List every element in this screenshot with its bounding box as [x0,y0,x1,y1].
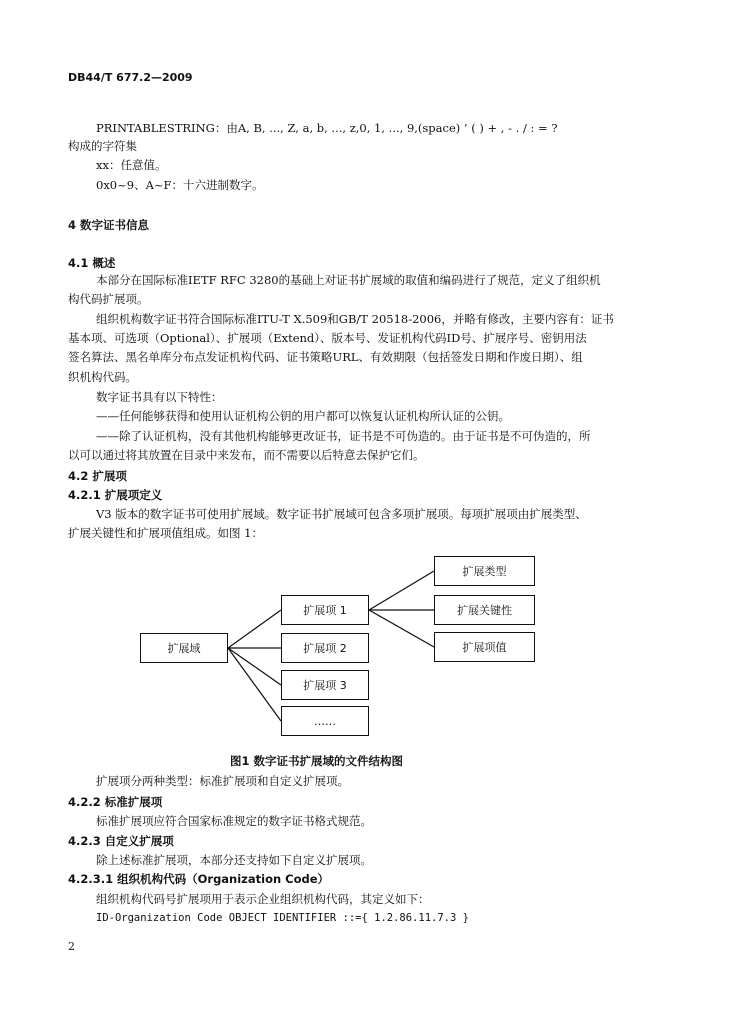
page-number: 2 [68,940,75,953]
paragraph-line: 标准扩展项应符合国家标准规定的数字证书格式规范。 [96,814,372,828]
diagram-node-attr: 扩展关键性 [434,595,535,625]
paragraph-line: 数字证书具有以下特性： [96,390,223,404]
section-4-2-heading: 4.2 扩展项 [68,469,127,483]
bullet-item: ——任何能够获得和使用认证机构公钥的用户都可以恢复认证机构所认证的公钥。 [96,409,510,423]
paragraph-line: 组织机构代码号扩展项用于表示企业组织机构代码，其定义如下： [96,892,430,906]
document-number: DB44/T 677.2—2009 [68,71,193,84]
section-4-2-3-1-heading: 4.2.3.1 组织机构代码（Organization Code） [68,872,330,886]
printable-string-definition: PRINTABLESTRING：由A, B, ..., Z, a, b, ..., z,0, 1, ..., 9,(space) ’ ( ) + , - . / : = ? [96,121,558,135]
paragraph-line: 签名算法、黑名单库分布点发证机构代码、证书策略URL、有效期限（包括签发日期和作废日期）、组 [68,350,583,364]
hex-definition: 0x0~9、A~F：十六进制数字。 [96,178,264,192]
bullet-item: ——除了认证机构，没有其他机构能够更改证书，证书是不可伪造的。由于证书是不可伪造的，所 [96,429,591,443]
diagram-node-item: …… [281,706,369,736]
paragraph-line: 除上述标准扩展项，本部分还支持如下自定义扩展项。 [96,853,372,867]
paragraph-line: 织机构代码。 [68,370,137,384]
paragraph-line: 组织机构数字证书符合国际标准ITU-T X.509和GB/T 20518-2006，并略有修改，主要内容有：证书 [96,312,614,326]
section-4-2-3-heading: 4.2.3 自定义扩展项 [68,834,174,848]
paragraph-line: 构代码扩展项。 [68,292,149,306]
diagram-node-root: 扩展域 [140,633,228,663]
bullet-item-cont: 以可以通过将其放置在目录中来发布，而不需要以后特意去保护它们。 [68,448,425,462]
section-4-2-1-heading: 4.2.1 扩展项定义 [68,488,163,502]
figure-caption: 图1 数字证书扩展域的文件结构图 [230,754,404,768]
section-4-2-2-heading: 4.2.2 标准扩展项 [68,795,163,809]
xx-definition: xx：任意值。 [96,158,167,172]
diagram-node-item: 扩展项 1 [281,595,369,625]
printable-string-definition-cont: 构成的字符集 [68,139,137,153]
paragraph-line: 扩展项分两种类型：标准扩展项和自定义扩展项。 [96,774,349,788]
diagram-node-attr: 扩展类型 [434,556,535,586]
paragraph-line: 扩展关键性和扩展项值组成。如图 1： [68,526,263,540]
section-4-heading: 4 数字证书信息 [68,218,150,232]
paragraph-line: 基本项、可选项（Optional）、扩展项（Extend）、版本号、发证机构代码ID号、扩展序号、密钥用法 [68,331,587,345]
paragraph-line: 本部分在国际标准IETF RFC 3280的基础上对证书扩展域的取值和编码进行了规范，定义了组织机 [96,273,601,287]
diagram-node-item: 扩展项 3 [281,670,369,700]
diagram-node-item: 扩展项 2 [281,633,369,663]
diagram-node-attr: 扩展项值 [434,632,535,662]
section-4-1-heading: 4.1 概述 [68,256,116,270]
code-definition: ID-Organization Code OBJECT IDENTIFIER ::={ 1.2.86.11.7.3 } [96,912,469,924]
paragraph-line: V3 版本的数字证书可使用扩展域。数字证书扩展域可包含多项扩展项。每项扩展项由扩展类型、 [96,507,587,521]
